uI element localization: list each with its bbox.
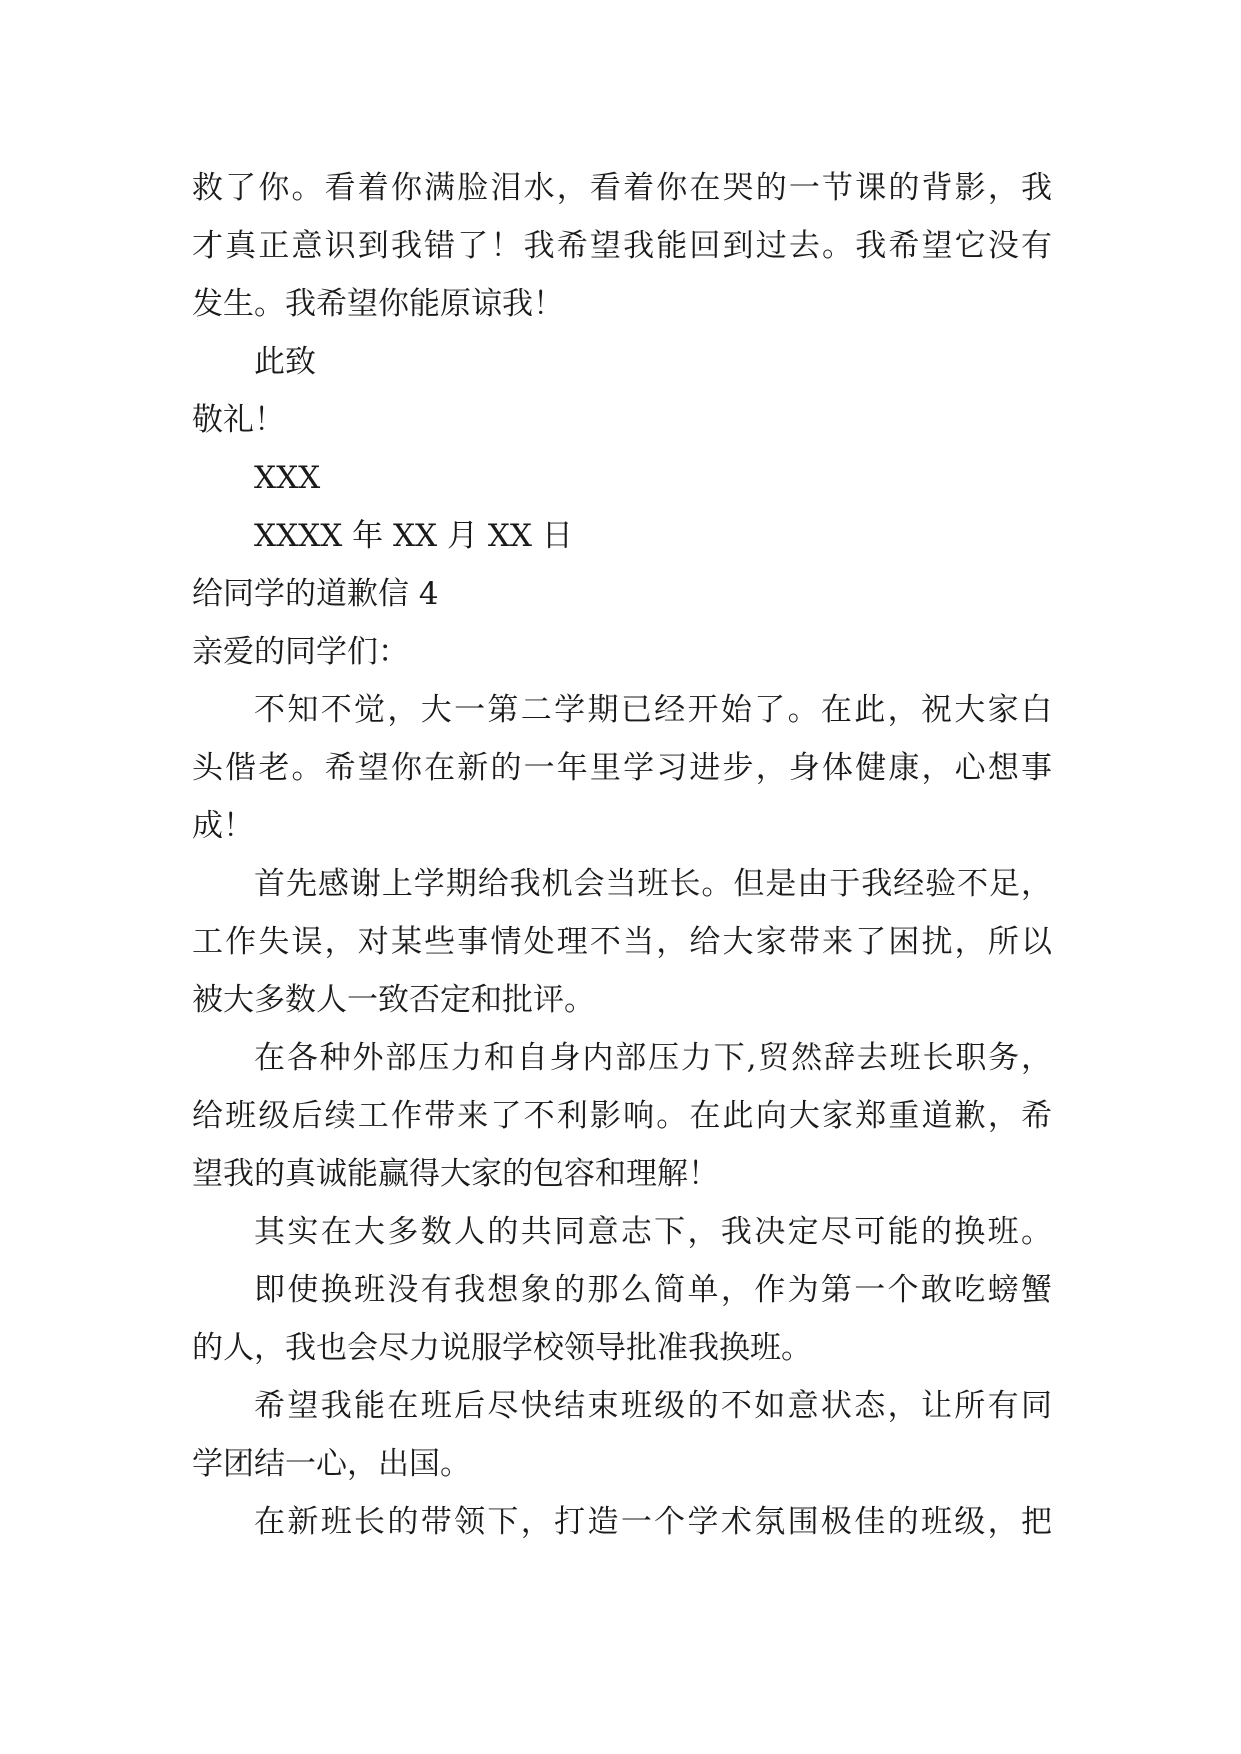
text-line: 成！ [192, 808, 254, 844]
text-line: 不知不觉，大一第二学期已经开始了。在此，祝大家白 [254, 692, 1052, 728]
text-line: 此致 [254, 344, 316, 380]
text-line: 学团结一心，出国。 [192, 1446, 471, 1482]
text-line: 救了你。看着你满脸泪水，看着你在哭的一节课的背影，我 [192, 170, 1052, 206]
salutation: 亲爱的同学们： [192, 634, 409, 670]
text-line: 在新班长的带领下，打造一个学术氛围极佳的班级，把 [254, 1504, 1052, 1540]
text-line: 给班级后续工作带来了不利影响。在此向大家郑重道歉，希 [192, 1098, 1052, 1134]
text-line: 即使换班没有我想象的那么简单，作为第一个敢吃螃蟹 [254, 1272, 1052, 1308]
text-line: 希望我能在班后尽快结束班级的不如意状态，让所有同 [254, 1388, 1052, 1424]
text-line: 在各种外部压力和自身内部压力下,贸然辞去班长职务， [254, 1040, 1052, 1076]
text-line: 头偕老。希望你在新的一年里学习进步，身体健康，心想事 [192, 750, 1052, 786]
text-line: 望我的真诚能赢得大家的包容和理解！ [192, 1156, 719, 1192]
text-line: 发生。我希望你能原谅我！ [192, 286, 564, 322]
text-line: 才真正意识到我错了！我希望我能回到过去。我希望它没有 [192, 228, 1052, 264]
text-line: XXXX 年 XX 月 XX 日 [254, 518, 573, 554]
text-line: 的人，我也会尽力说服学校领导批准我换班。 [192, 1330, 812, 1366]
section-heading: 给同学的道歉信 4 [192, 576, 439, 612]
text-line: 工作失误，对某些事情处理不当，给大家带来了困扰，所以 [192, 924, 1052, 960]
text-line: XXX [254, 460, 321, 496]
text-line: 敬礼！ [192, 402, 285, 438]
text-line: 被大多数人一致否定和批评。 [192, 982, 595, 1018]
text-line: 首先感谢上学期给我机会当班长。但是由于我经验不足， [254, 866, 1052, 902]
text-line: 其实在大多数人的共同意志下，我决定尽可能的换班。 [254, 1214, 1052, 1250]
